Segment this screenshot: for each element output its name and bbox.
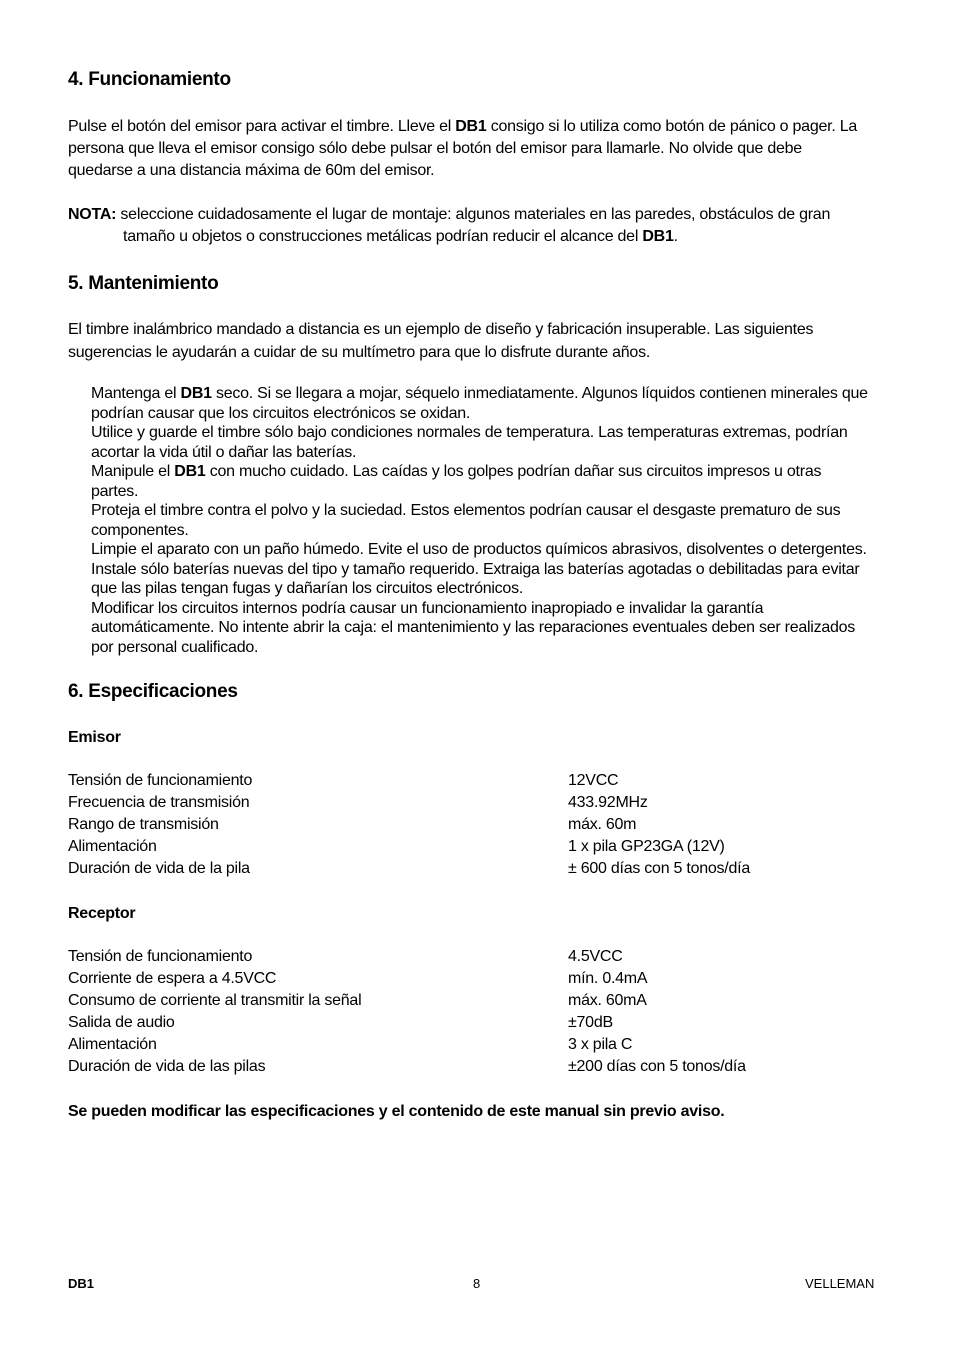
spec-row bbox=[0, 770, 954, 792]
maintenance-list bbox=[91, 384, 901, 657]
list-item-line bbox=[91, 462, 901, 482]
list-item-line: partes. bbox=[91, 482, 139, 500]
section-5-heading: 5. Mantenimiento bbox=[68, 273, 219, 294]
model-ref: DB1 bbox=[455, 118, 487, 135]
paragraph-line bbox=[68, 116, 908, 138]
text-span: Mantenga el bbox=[91, 385, 181, 402]
receptor-spec-table bbox=[0, 946, 954, 1078]
nota-label: NOTA: bbox=[68, 206, 117, 223]
spec-row bbox=[0, 990, 954, 1012]
model-ref: DB1 bbox=[174, 463, 206, 480]
list-item-line: Proteja el timbre contra el polvo y la suciedad. Estos elementos podrían causar el desgaste prematuro de sus bbox=[91, 502, 841, 519]
text-span: Pulse el botón del emisor para activar el timbre. Lleve el bbox=[68, 118, 456, 135]
spec-label: Corriente de espera a 4.5VCC bbox=[68, 970, 277, 987]
nota-line bbox=[68, 204, 908, 226]
spec-value: 433.92MHz bbox=[568, 794, 648, 811]
text-span: Manipule el bbox=[91, 463, 175, 480]
spec-row bbox=[0, 792, 954, 814]
section-4-heading: 4. Funcionamiento bbox=[68, 69, 231, 90]
spec-label: Salida de audio bbox=[68, 1014, 175, 1031]
paragraph-line: sugerencias le ayudarán a cuidar de su multímetro para que lo disfrute durante años. bbox=[68, 344, 651, 361]
spec-label: Tensión de funcionamiento bbox=[68, 948, 253, 965]
spec-row bbox=[0, 1056, 954, 1078]
spec-value: 4.5VCC bbox=[568, 948, 623, 965]
footer-page-number: 8 bbox=[473, 1276, 481, 1291]
spec-value: 1 x pila GP23GA (12V) bbox=[568, 838, 725, 855]
text-span: . bbox=[673, 228, 678, 245]
text-span: seleccione cuidadosamente el lugar de montaje: algunos materiales en las paredes, obstáculos de gran bbox=[116, 206, 831, 223]
emisor-spec-table bbox=[0, 770, 954, 880]
paragraph-line: persona que lleva el emisor consigo sólo debe pulsar el botón del emisor para llamarle. No olvide que debe bbox=[68, 140, 802, 157]
spec-row bbox=[0, 1012, 954, 1034]
spec-value: 3 x pila C bbox=[568, 1036, 633, 1053]
list-item-line: Utilice y guarde el timbre sólo bajo condiciones normales de temperatura. Las temperaturas extremas, podrían bbox=[91, 424, 848, 441]
section-4-paragraph bbox=[68, 116, 908, 182]
paragraph-line: quedarse a una distancia máxima de 60m del emisor. bbox=[68, 162, 435, 179]
list-item-line: que las pilas tengan fugas y dañarían los circuitos electrónicos. bbox=[91, 580, 524, 597]
list-item-line: Modificar los circuitos internos podría causar un funcionamiento inapropiado e invalidar la garantía bbox=[91, 599, 764, 617]
emisor-subheading: Emisor bbox=[68, 729, 121, 746]
list-item-line bbox=[91, 384, 901, 404]
spec-row bbox=[0, 814, 954, 836]
model-ref: DB1 bbox=[642, 228, 674, 245]
list-item-line: por personal cualificado. bbox=[91, 638, 259, 656]
spec-label: Tensión de funcionamiento bbox=[68, 772, 253, 789]
spec-change-notice: Se pueden modificar las especificaciones y el contenido de este manual sin previo aviso. bbox=[68, 1103, 725, 1120]
paragraph-line: El timbre inalámbrico mandado a distancia es un ejemplo de diseño y fabricación insuperable. Las siguientes bbox=[68, 321, 814, 338]
section-5-intro bbox=[68, 318, 908, 364]
footer-brand: VELLEMAN bbox=[805, 1276, 875, 1291]
spec-label: Consumo de corriente al transmitir la señal bbox=[68, 992, 362, 1009]
spec-label: Duración de vida de la pila bbox=[68, 860, 250, 877]
list-item-line: podrían causar que los circuitos electrónicos se oxidan. bbox=[91, 404, 471, 422]
text-span: con mucho cuidado. Las caídas y los golpes podrían dañar sus circuitos impresos u otras bbox=[205, 463, 822, 480]
spec-value: ±70dB bbox=[568, 1014, 613, 1031]
spec-value: máx. 60m bbox=[568, 816, 637, 833]
receptor-subheading: Receptor bbox=[68, 905, 136, 922]
text-span: tamaño u objetos o construcciones metálicas podrían reducir el alcance del bbox=[123, 228, 643, 245]
spec-value: 12VCC bbox=[568, 772, 619, 789]
spec-label: Alimentación bbox=[68, 1036, 157, 1053]
list-item-line: automáticamente. No intente abrir la caja: el mantenimiento y las reparaciones eventuales deben ser realizados bbox=[91, 619, 856, 636]
spec-row bbox=[0, 968, 954, 990]
spec-value: ±200 días con 5 tonos/día bbox=[568, 1058, 746, 1075]
spec-value: mín. 0.4mA bbox=[568, 970, 648, 987]
spec-row bbox=[0, 858, 954, 880]
spec-label: Alimentación bbox=[68, 838, 157, 855]
spec-label: Rango de transmisión bbox=[68, 816, 219, 833]
nota-block bbox=[68, 204, 908, 248]
spec-row bbox=[0, 1034, 954, 1056]
text-span: consigo si lo utiliza como botón de pánico o pager. La bbox=[486, 118, 857, 135]
footer-model: DB1 bbox=[68, 1276, 95, 1291]
list-item-line: acortar la vida útil o dañar las baterías. bbox=[91, 443, 357, 461]
spec-value: máx. 60mA bbox=[568, 992, 647, 1009]
list-item-line: componentes. bbox=[91, 521, 189, 539]
list-item-line: Instale sólo baterías nuevas del tipo y tamaño requerido. Extraiga las baterías agotadas o debilitadas para evitar bbox=[91, 560, 860, 578]
spec-row bbox=[0, 836, 954, 858]
model-ref: DB1 bbox=[180, 385, 212, 402]
spec-value: ± 600 días con 5 tonos/día bbox=[568, 860, 750, 877]
spec-label: Frecuencia de transmisión bbox=[68, 794, 250, 811]
spec-label: Duración de vida de las pilas bbox=[68, 1058, 266, 1075]
list-item-line: Limpie el aparato con un paño húmedo. Evite el uso de productos químicos abrasivos, disolventes o detergentes. bbox=[91, 541, 867, 558]
spec-row bbox=[0, 946, 954, 968]
nota-line bbox=[68, 226, 908, 248]
text-span: seco. Si se llegara a mojar, séquelo inmediatamente. Algunos líquidos contienen minerales que bbox=[211, 385, 868, 402]
section-6-heading: 6. Especificaciones bbox=[68, 681, 238, 702]
